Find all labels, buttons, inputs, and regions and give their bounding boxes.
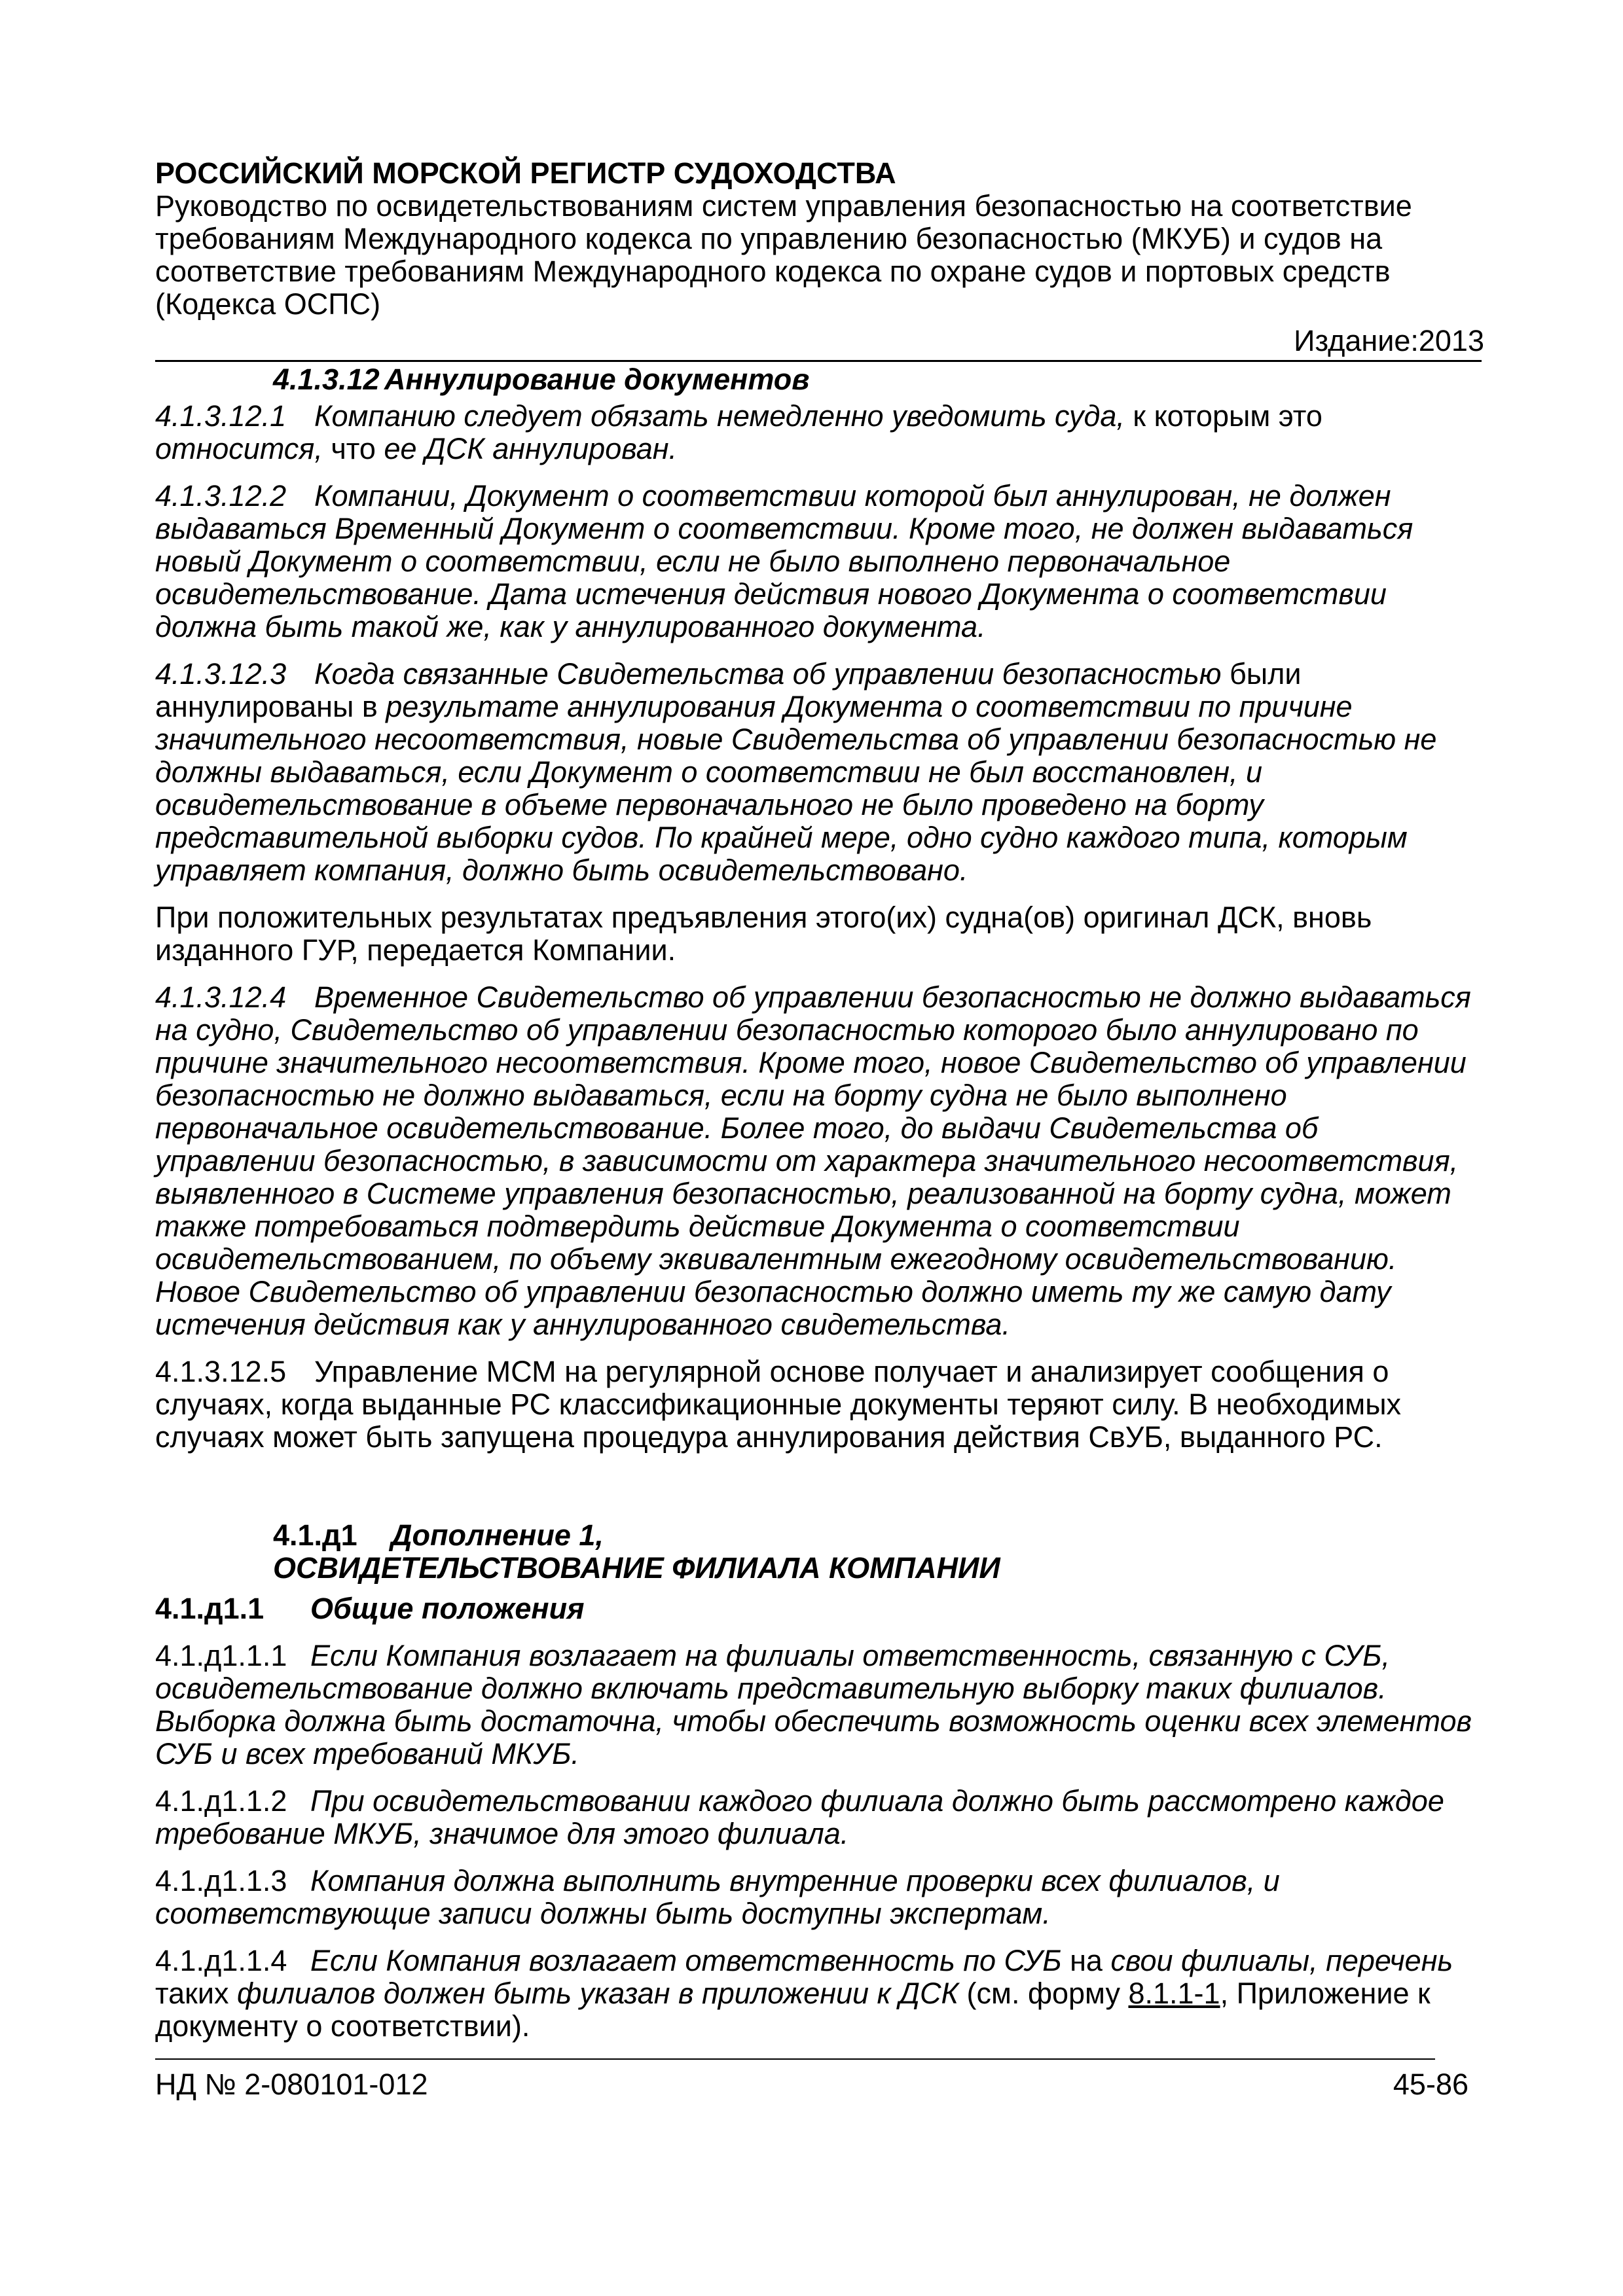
text: ее ДСК аннулирован.: [384, 432, 678, 465]
document-number: НД № 2-080101-012: [155, 2068, 428, 2101]
text: (см. форму: [958, 1977, 1129, 2010]
paragraph-4-1-d1-1-2: [155, 1785, 1484, 1850]
paragraph-number: 4.1.3.12.3: [155, 657, 287, 691]
paragraph-number: 4.1.д1.1.4: [155, 1944, 287, 1977]
paragraph-number: 4.1.д1.1.3: [155, 1864, 287, 1897]
paragraph-4-1-3-12-4: [155, 981, 1484, 1341]
paragraph-number: 4.1.3.12.5: [155, 1355, 287, 1388]
text: что: [322, 432, 384, 465]
text: относится,: [155, 432, 323, 465]
text: были аннулированы в: [155, 657, 1302, 723]
text: результате аннулирования Документа о соответствии по причине значительного несоответствия, новые Свидетельства об управлении безопасностью не должны выдаваться, если Документ о соответствии не был восстановлен, и освидетельствование в объеме первоначального не было проведено на борту представительной выборки судов. По крайней мере, одно судно каждого типа, которым управляет компания, должно быть освидетельствовано.: [155, 690, 1437, 887]
text: При освидетельствовании каждого филиала должно быть рассмотрено каждое требование МКУБ, значимое для этого филиала.: [155, 1784, 1444, 1850]
appendix-number: 4.1.д1: [273, 1518, 357, 1552]
paragraph-number: 4.1.3.12.4: [155, 980, 287, 1014]
paragraph-4-1-d1-1-4: [155, 1945, 1484, 2043]
form-reference-link[interactable]: 8.1.1-1: [1128, 1977, 1220, 2010]
section-heading: [273, 363, 1484, 396]
text: Если Компания возлагает ответственность по СУБ: [310, 1944, 1062, 1977]
paragraph-4-1-3-12-1: [155, 400, 1484, 465]
subsection-title: Общие положения: [310, 1592, 585, 1625]
appendix-subtitle: ОСВИДЕТЕЛЬСТВОВАНИЕ ФИЛИАЛА КОМПАНИИ: [273, 1551, 1000, 1585]
footer: [155, 2068, 1468, 2101]
text: Управление МСМ на регулярной основе получает и анализирует сообщения о случаях, когда выданные РС классификационные документы теряют силу. В необходимых случаях может быть запущена процедура аннулирования действия СвУБ, выданного РС.: [155, 1355, 1402, 1454]
text: Временное Свидетельство об управлении безопасностью не должно выдаваться на судно, Свидетельство об управлении безопасностью которого было аннулировано по причине значительного несоответствия. Кроме того, новое Свидетельство об управлении безопасностью не должно выдаваться, если на борту судна не было выполнено первоначальное освидетельствование. Более того, до выдачи Свидетельства об управлении безопасностью, в зависимости от характера значительного несоответствия, выявленного в Системе управления безопасностью, реализованной на борту судна, может также потребоваться подтвердить действие Документа о соответствии освидетельствованием, по объему эквивалентным ежегодному освидетельствованию. Новое Свидетельство об управлении безопасностью должно иметь ту же самую дату истечения действия как у аннулированного свидетельства.: [155, 980, 1471, 1341]
text: таких: [155, 1977, 237, 2010]
text: Компании, Документ о соответствии которой был аннулирован, не должен выдаваться Временный Документ о соответствии. Кроме того, не должен выдаваться новый Документ о соответствии, если не было выполнено первоначальное освидетельствование. Дата истечения действия нового Документа о соответствии должна быть такой же, как у аннулированного документа.: [155, 479, 1413, 643]
text: Компания должна выполнить внутренние проверки всех филиалов, и соответствующие записи должны быть доступны экспертам.: [155, 1864, 1280, 1930]
page-number: 45-86: [1393, 2068, 1468, 2101]
text: филиалов должен быть указан в приложении к ДСК: [236, 1977, 959, 2010]
appendix-title: Дополнение 1,: [391, 1518, 604, 1552]
subsection-heading: [155, 1592, 1484, 1625]
document-body: [155, 157, 1484, 2057]
paragraph-4-1-d1-1-3: [155, 1865, 1484, 1930]
text: на: [1061, 1944, 1111, 1977]
subsection-number: 4.1.д1.1: [155, 1592, 264, 1625]
text: Когда связанные Свидетельства об управлении безопасностью: [314, 657, 1222, 691]
paragraph-number: 4.1.3.12.2: [155, 479, 287, 512]
paragraph-number: 4.1.3.12.1: [155, 399, 287, 433]
paragraph-number: 4.1.д1.1.2: [155, 1784, 287, 1818]
text: Если Компания возлагает на филиалы ответственность, связанную с СУБ, освидетельствование должно включать представительную выборку таких филиалов. Выборка должна быть достаточна, чтобы обеспечить возможность оценки всех элементов СУБ и всех требований МКУБ.: [155, 1639, 1472, 1770]
section-title: Аннулирование документов: [384, 363, 810, 396]
edition: Издание:2013: [1294, 324, 1484, 357]
section-number: 4.1.3.12: [273, 363, 380, 396]
paragraph-4-1-3-12-5: [155, 1355, 1484, 1454]
paragraph-continuation: При положительных результатах предъявления этого(их) судна(ов) оригинал ДСК, вновь изданного ГУР, передается Компании.: [155, 901, 1372, 967]
footer-rule: [155, 2058, 1435, 2060]
paragraph-4-1-3-12-2: [155, 480, 1484, 643]
header-rule: [155, 360, 1482, 362]
text: Компанию следует обязать немедленно уведомить суда,: [314, 399, 1125, 433]
paragraph-4-1-3-12-3: [155, 658, 1484, 887]
document-header: [155, 157, 1484, 357]
appendix-heading: [273, 1519, 1484, 1585]
org-name: РОССИЙСКИЙ МОРСКОЙ РЕГИСТР СУДОХОДСТВА: [155, 156, 896, 190]
paragraph-4-1-d1-1-1: [155, 1640, 1484, 1770]
paragraph-number: 4.1.д1.1.1: [155, 1639, 287, 1672]
text: свои филиалы, перечень: [1110, 1944, 1453, 1977]
text: к которым это: [1124, 399, 1322, 433]
text: , Приложение к документу о соответствии).: [155, 1977, 1431, 2043]
document-subtitle: Руководство по освидетельствованиям систем управления безопасностью на соответствие требованиям Международного кодекса по управлению безопасностью (МКУБ) и судов на соответствие требованиям Международного кодекса по охране судов и портовых средств (Кодекса ОСПС): [155, 189, 1412, 321]
